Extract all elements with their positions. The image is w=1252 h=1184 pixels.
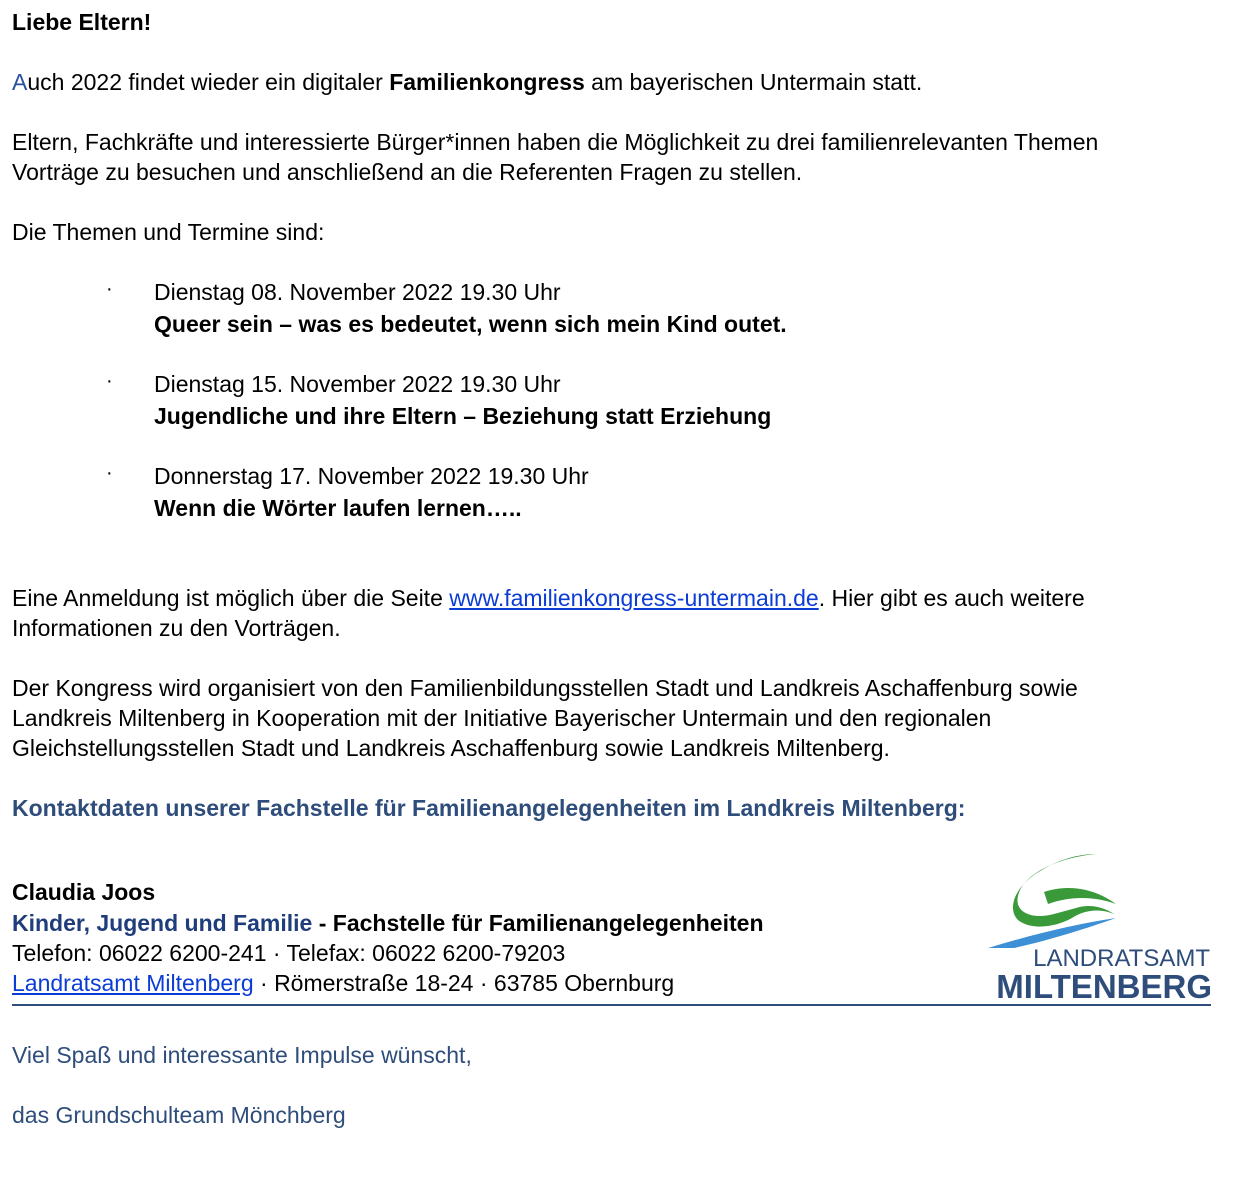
intro-first-letter: A [12, 69, 28, 95]
signature-address-line [12, 968, 674, 998]
event-title: Queer sein – was es bedeutet, wenn sich mein Kind outet. [154, 311, 787, 337]
intro-text-before: uch 2022 findet wieder ein digitaler [27, 69, 390, 95]
organizers-line2: Landkreis Miltenberg in Kooperation mit der Initiative Bayerischer Untermain und den regionalen [12, 705, 992, 731]
paragraph1-line2: Vorträge zu besuchen und anschließend an die Referenten Fragen zu stellen. [12, 159, 803, 185]
organizers-line1: Der Kongress wird organisiert von den Familienbildungsstellen Stadt und Landkreis Aschaffenburg sowie [12, 675, 1078, 701]
organizers-line3: Gleichstellungsstellen Stadt und Landkreis Aschaffenburg sowie Landkreis Miltenberg. [12, 735, 890, 761]
logo-green-wave [1044, 888, 1116, 904]
event-title: Wenn die Wörter laufen lernen….. [154, 495, 522, 521]
contact-heading: Kontaktdaten unserer Fachstelle für Familienangelegenheiten im Landkreis Miltenberg: [12, 795, 966, 821]
registration-text-after: . Hier gibt es auch weitere [818, 585, 1085, 611]
logo-top-text: LANDRATSAMT [1033, 945, 1210, 972]
registration-line1 [12, 583, 1085, 613]
signature-divider [12, 1004, 1211, 1006]
paragraph1-line1: Eltern, Fachkräfte und interessierte Bürger*innen haben die Möglichkeit zu drei familienrelevanten Themen [12, 129, 1099, 155]
signature-department-line [12, 908, 764, 938]
signature-address: · Römerstraße 18-24 · 63785 Obernburg [253, 970, 675, 996]
bullet-icon: · [106, 370, 113, 392]
event-date: Dienstag 08. November 2022 19.30 Uhr [154, 279, 561, 305]
greeting: Liebe Eltern! [12, 9, 152, 35]
logo-bottom-text: MILTENBERG [996, 968, 1212, 1002]
office-link[interactable]: Landratsamt Miltenberg [12, 970, 254, 996]
intro-paragraph [12, 67, 922, 97]
signature-department-suffix: - Fachstelle für Familienangelegenheiten [312, 910, 764, 936]
registration-text-before: Eine Anmeldung ist möglich über die Seite [12, 585, 450, 611]
sender: das Grundschulteam Mönchberg [12, 1102, 346, 1128]
intro-text-after: am bayerischen Untermain statt. [584, 69, 923, 95]
closing: Viel Spaß und interessante Impulse wünscht, [12, 1042, 472, 1068]
signature-phone: Telefon: 06022 6200-241 · Telefax: 06022 6200-79203 [12, 940, 566, 966]
landratsamt-logo [984, 848, 1216, 1002]
signature-name: Claudia Joos [12, 879, 156, 905]
event-date: Dienstag 15. November 2022 19.30 Uhr [154, 371, 561, 397]
registration-line2: Informationen zu den Vorträgen. [12, 615, 341, 641]
event-title: Jugendliche und ihre Eltern – Beziehung statt Erziehung [154, 403, 772, 429]
signature-department: Kinder, Jugend und Familie [12, 910, 313, 936]
website-link[interactable]: www.familienkongress-untermain.de [449, 585, 819, 611]
bullet-icon: · [106, 462, 113, 484]
topics-intro: Die Themen und Termine sind: [12, 219, 325, 245]
intro-bold-term: Familienkongress [389, 69, 585, 95]
bullet-icon: · [106, 278, 113, 300]
event-date: Donnerstag 17. November 2022 19.30 Uhr [154, 463, 589, 489]
